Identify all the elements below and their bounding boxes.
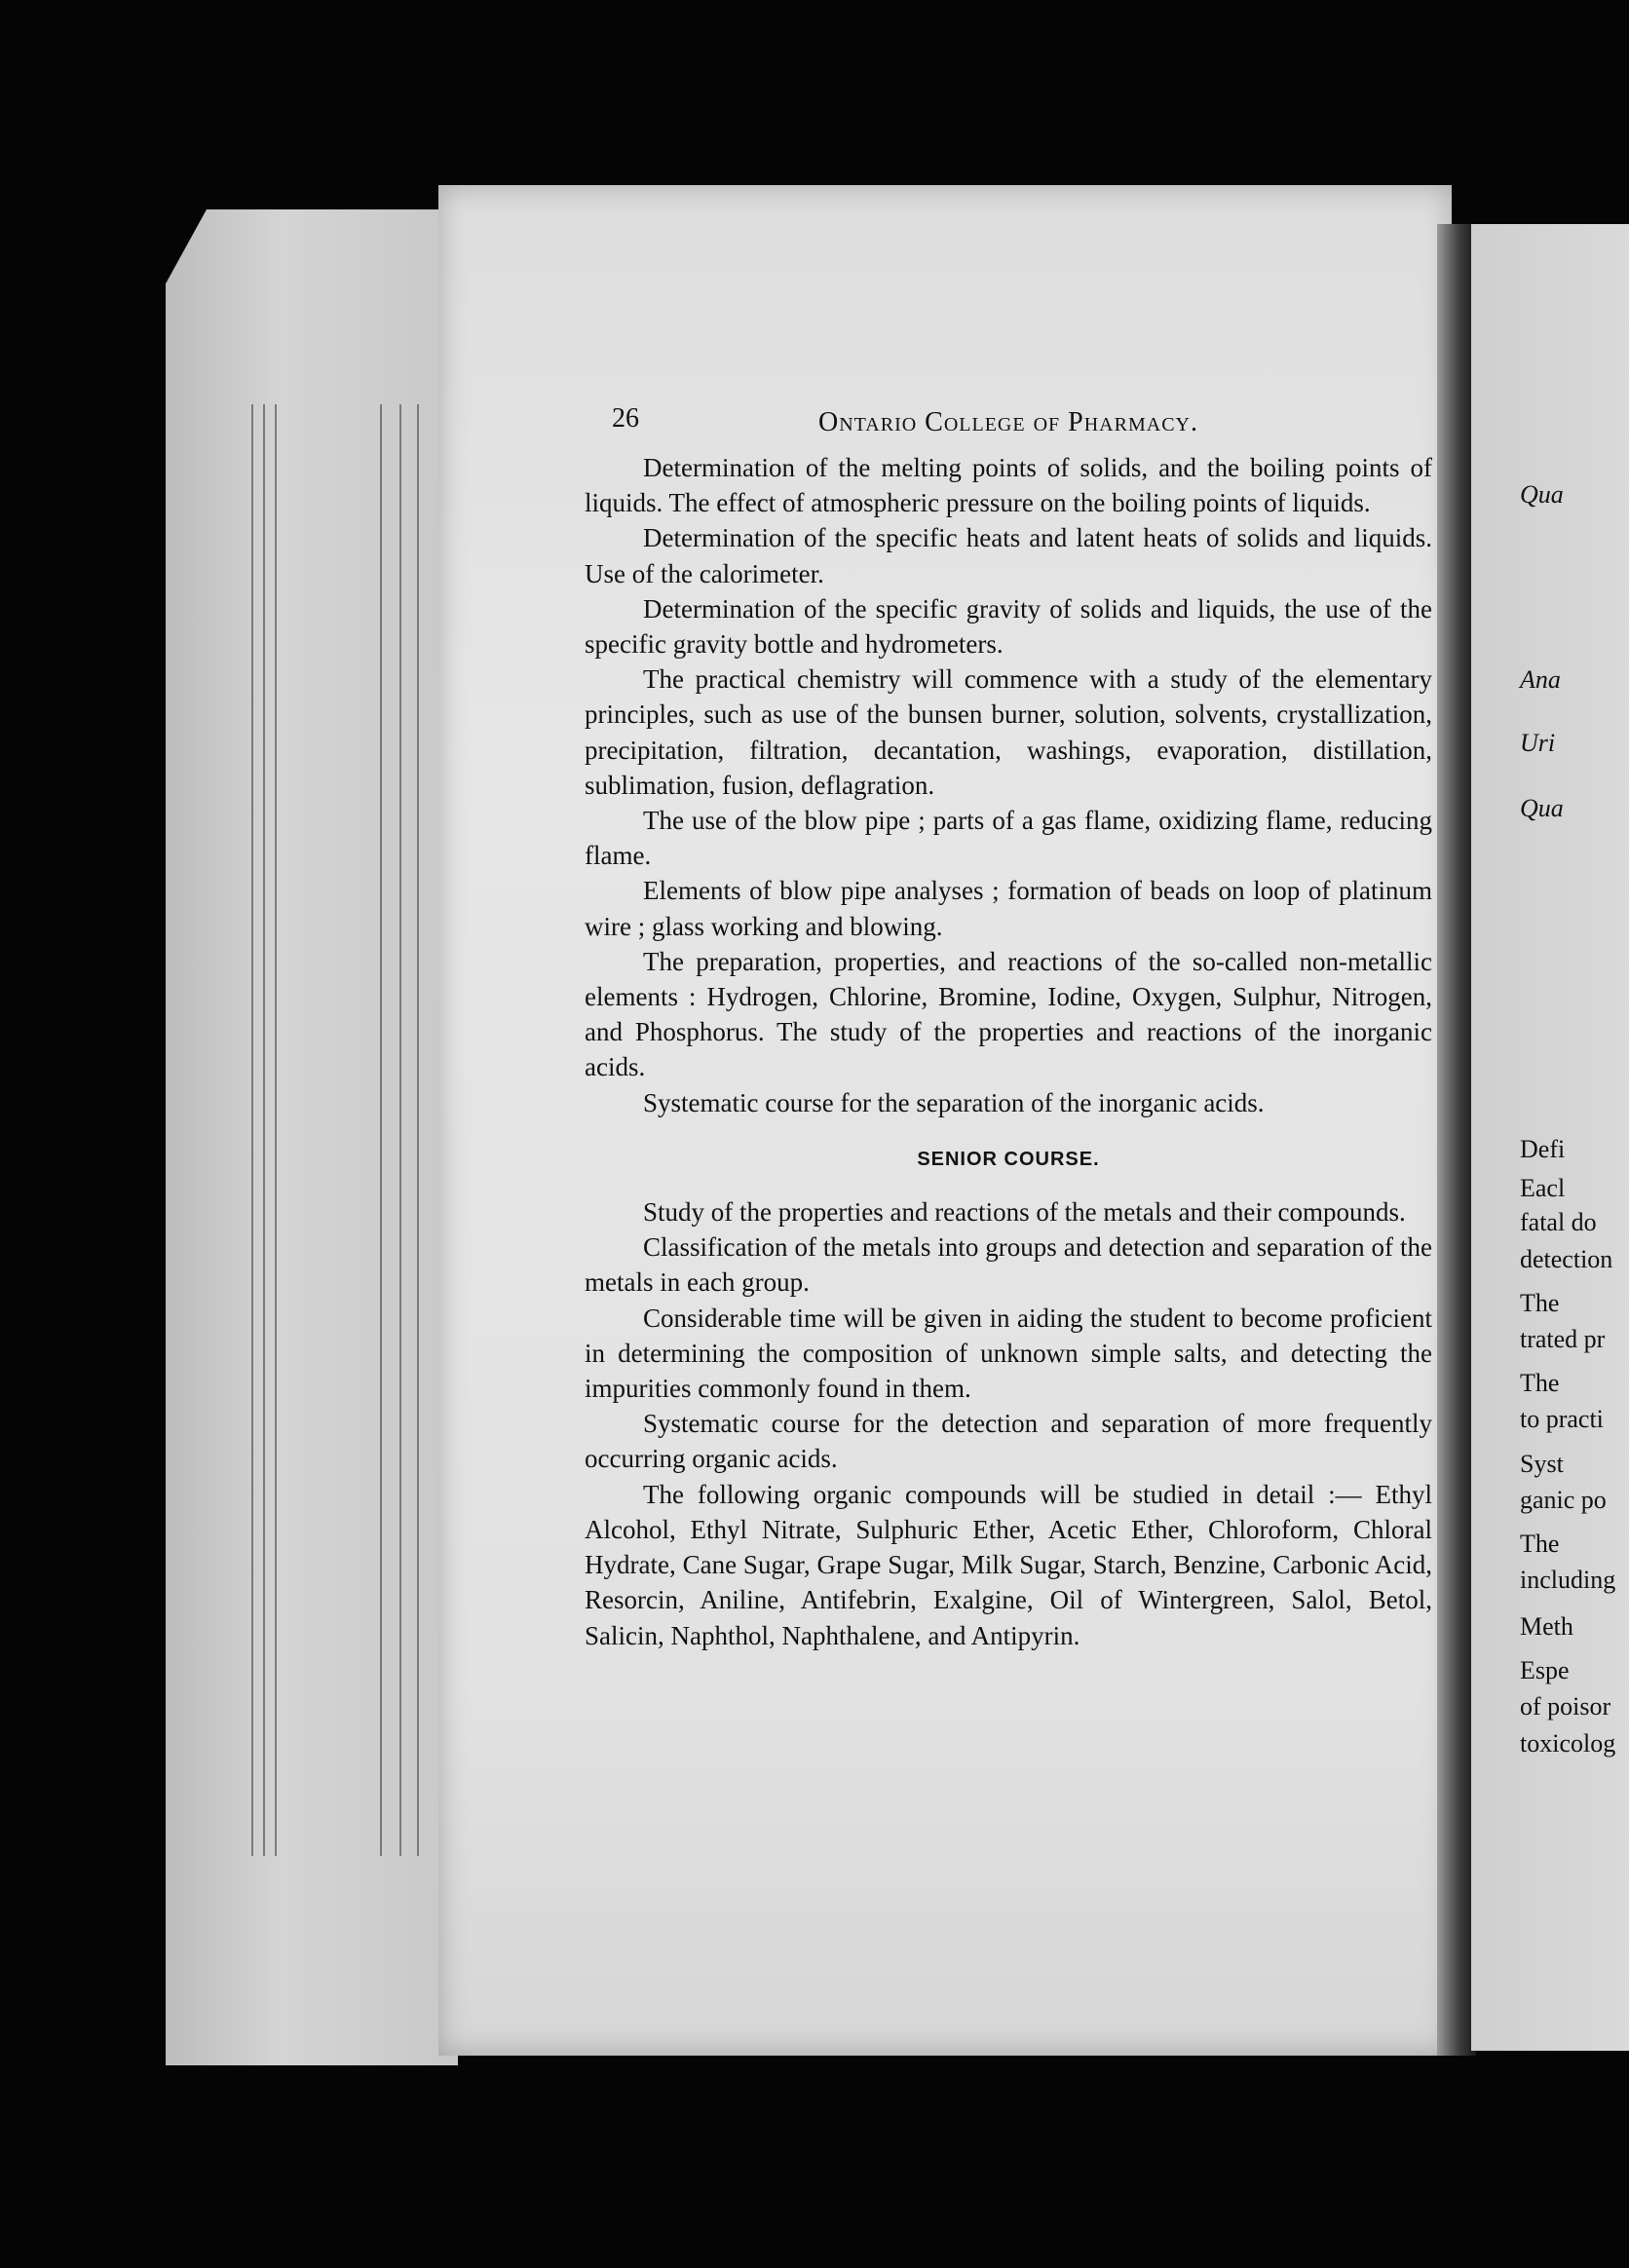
paragraph: Elements of blow pipe analyses ; formation of beads on loop of platinum wire ; glass working and blowing. (585, 876, 1432, 941)
book-gutter (1437, 224, 1476, 2056)
page-edge-line (399, 404, 401, 1856)
right-page-text-fragment: Qua (1520, 480, 1564, 509)
right-page-text-fragment: Syst (1520, 1450, 1564, 1478)
right-page-text-fragment: detection (1520, 1245, 1613, 1273)
right-page-fragment (1471, 224, 1629, 2051)
paragraph: Determination of the specific gravity of solids and liquids, the use of the specific gravity bottle and hydrometers. (585, 593, 1432, 660)
right-page-text-fragment: including (1520, 1566, 1616, 1594)
paragraph: Determination of the melting points of solids, and the boiling points of liquids. The effect of atmospheric pressure on the boiling points of liquids. (585, 453, 1432, 518)
stacked-page-edges (166, 209, 458, 2065)
running-head-title: Ontario College of Pharmacy. (818, 407, 1198, 437)
paragraph: Considerable time will be given in aiding the student to become proficient in determining the composition of unknown simple salts, and detecting the impurities commonly found in them. (585, 1303, 1432, 1404)
paragraph: The preparation, properties, and reactions of the so-called non-metallic elements : Hydrogen, Chlorine, Bromine, Iodine, Oxygen, Sulphur, Nitrogen, and Phosphorus. The study of the properties and reactions of the inorganic acids. (585, 946, 1432, 1082)
body-text (585, 450, 1432, 1653)
right-page-text-fragment: to practi (1520, 1405, 1604, 1433)
paragraph: The following organic compounds will be studied in detail :— Ethyl Alcohol, Ethyl Nitrate, Sulphuric Ether, Acetic Ether, Chloroform, Chloral Hydrate, Cane Sugar, Grape Sugar, Milk Sugar, Starch, Benzine, Carbonic Acid, Resorcin, Aniline, Antifebrin, Exalgine, Oil of Wintergreen, Salol, Betol, Salicin, Naphthol, Naphthalene, and Antipyrin. (585, 1479, 1432, 1650)
right-page-text-fragment: Defi (1520, 1135, 1566, 1163)
paragraph: Systematic course for the detection and separation of more frequently occurring organic acids. (585, 1409, 1432, 1474)
page-edge-line (417, 404, 419, 1856)
right-page-text-fragment: The (1520, 1369, 1560, 1397)
paragraph: Classification of the metals into groups and detection and separation of the metals in each group. (585, 1232, 1432, 1298)
paragraph: Determination of the specific heats and latent heats of solids and liquids. Use of the calorimeter. (585, 523, 1432, 588)
right-page-text-fragment: The (1520, 1530, 1560, 1558)
paragraph: The use of the blow pipe ; parts of a gas flame, oxidizing flame, reducing flame. (585, 806, 1432, 871)
paragraph: The practical chemistry will commence with a study of the elementary principles, such as use of the bunsen burner, solution, solvents, crystallization, precipitation, filtration, decantation, washings, evaporation, distillation, sublimation, fusion, deflagration. (585, 664, 1432, 800)
page-edge-line (251, 404, 253, 1856)
section-heading: SENIOR COURSE. (917, 1148, 1100, 1170)
paragraph: Study of the properties and reactions of the metals and their compounds. (643, 1197, 1406, 1228)
right-page-text-fragment: ganic po (1520, 1486, 1607, 1514)
right-page-text-fragment: trated pr (1520, 1325, 1606, 1353)
right-page-text-fragment: Ana (1520, 665, 1561, 694)
right-page-text-fragment: Espe (1520, 1656, 1570, 1684)
right-page-text-fragment: of poisor (1520, 1692, 1611, 1720)
right-page-text-fragment: Eacl (1520, 1174, 1566, 1202)
page-edge-line (263, 404, 265, 1856)
right-page-text-fragment: toxicolog (1520, 1729, 1616, 1758)
right-page-text-fragment: fatal do (1520, 1208, 1597, 1236)
right-page-text-fragment: The (1520, 1289, 1560, 1317)
paragraph: Systematic course for the separation of the inorganic acids. (643, 1087, 1265, 1117)
page-edge-line (380, 404, 382, 1856)
page-edge-line (275, 404, 277, 1856)
page-number: 26 (612, 403, 639, 434)
right-page-text-fragment: Qua (1520, 794, 1564, 822)
right-page-text-fragment: Meth (1520, 1612, 1573, 1641)
right-page-text-fragment: Uri (1520, 729, 1556, 757)
